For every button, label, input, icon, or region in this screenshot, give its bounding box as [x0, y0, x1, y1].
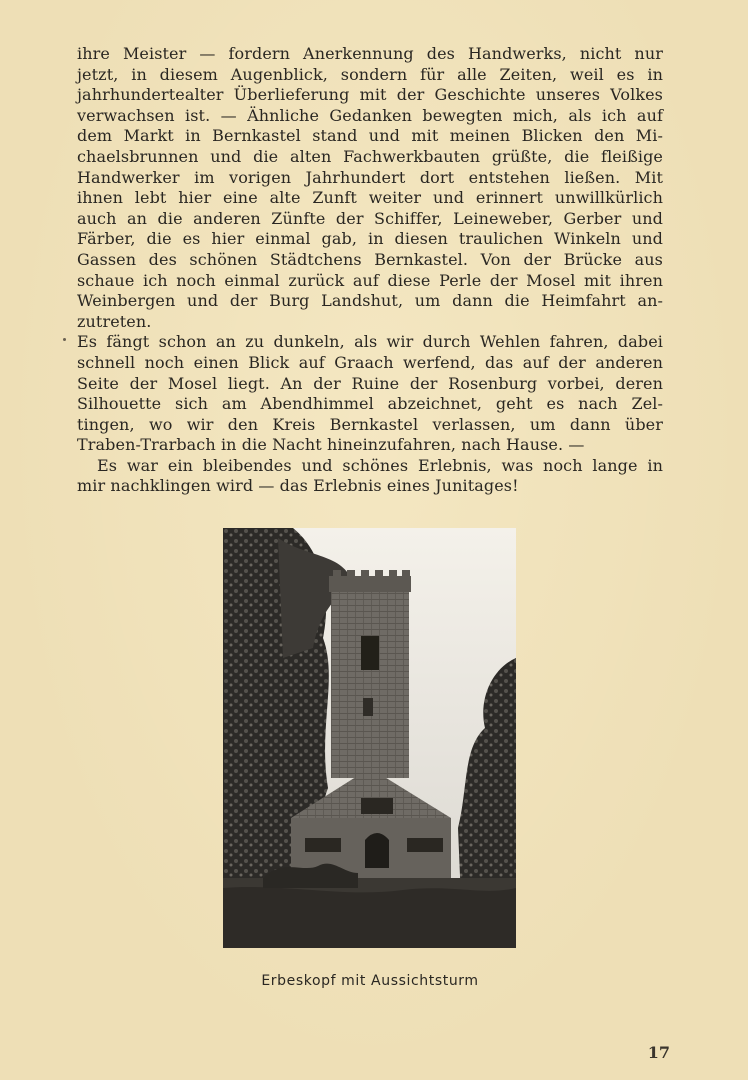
- text-line: Es war ein bleibendes und schönes Erlebnis, was noch lange in: [97, 455, 663, 475]
- text-line: mir nachklingen wird — das Erlebnis eines Junitages!: [77, 476, 519, 496]
- text-line: auch an die anderen Zünfte der Schiffer, Leineweber, Gerber und: [77, 208, 663, 228]
- paragraph-1: [77, 44, 663, 332]
- text-line: Seite der Mosel liegt. An der Ruine der Rosenburg vorbei, deren: [77, 373, 663, 393]
- figure-caption: Erbeskopf mit Aussichtsturm: [261, 973, 479, 989]
- text-line: jahrhundertealter Überlieferung mit der Geschichte unseres Volkes: [77, 85, 663, 105]
- text-line: zutreten.: [77, 311, 152, 331]
- margin-mark: [63, 338, 66, 341]
- text-line: dem Markt in Bernkastel stand und mit meinen Blicken den Mi-: [77, 126, 663, 146]
- text-line: tingen, wo wir den Kreis Bernkastel verlassen, um dann über: [77, 414, 663, 434]
- tower-photo: [223, 528, 516, 948]
- text-line: Es fängt schon an zu dunkeln, als wir durch Wehlen fahren, dabei: [77, 332, 663, 352]
- text-line: ihnen lebt hier eine alte Zunft weiter und erinnert unwillkürlich: [77, 188, 663, 208]
- text-line: ihre Meister — fordern Anerkennung des Handwerks, nicht nur: [77, 44, 663, 63]
- text-line: schnell noch einen Blick auf Graach werfend, das auf der anderen: [77, 352, 663, 372]
- text-line: schaue ich noch einmal zurück auf diese Perle der Mosel mit ihren: [77, 270, 663, 290]
- text-line: Weinbergen und der Burg Landshut, um dann die Heimfahrt an-: [77, 291, 663, 311]
- text-line: chaelsbrunnen und die alten Fachwerkbauten grüßte, die fleißige: [77, 146, 663, 166]
- text-line: Traben-Trarbach in die Nacht hineinzufahren, nach Hause. —: [77, 435, 585, 455]
- text-line: Gassen des schönen Städtchens Bernkastel. Von der Brücke aus: [77, 249, 663, 269]
- text-line: verwachsen ist. — Ähnliche Gedanken bewegten mich, als ich auf: [77, 105, 663, 125]
- text-line: Färber, die es hier einmal gab, in diesen traulichen Winkeln und: [77, 229, 663, 249]
- paragraph-3: [77, 456, 663, 497]
- page-number: 17: [647, 1043, 670, 1062]
- text-line: Handwerker im vorigen Jahrhundert dort entstehen ließen. Mit: [77, 167, 663, 187]
- body-text: [77, 44, 663, 497]
- paragraph-2: [77, 332, 663, 456]
- text-line: jetzt, in diesem Augenblick, sondern für alle Zeiten, weil es in: [77, 64, 663, 84]
- text-line: Silhouette sich am Abendhimmel abzeichnet, geht es nach Zel-: [77, 394, 663, 414]
